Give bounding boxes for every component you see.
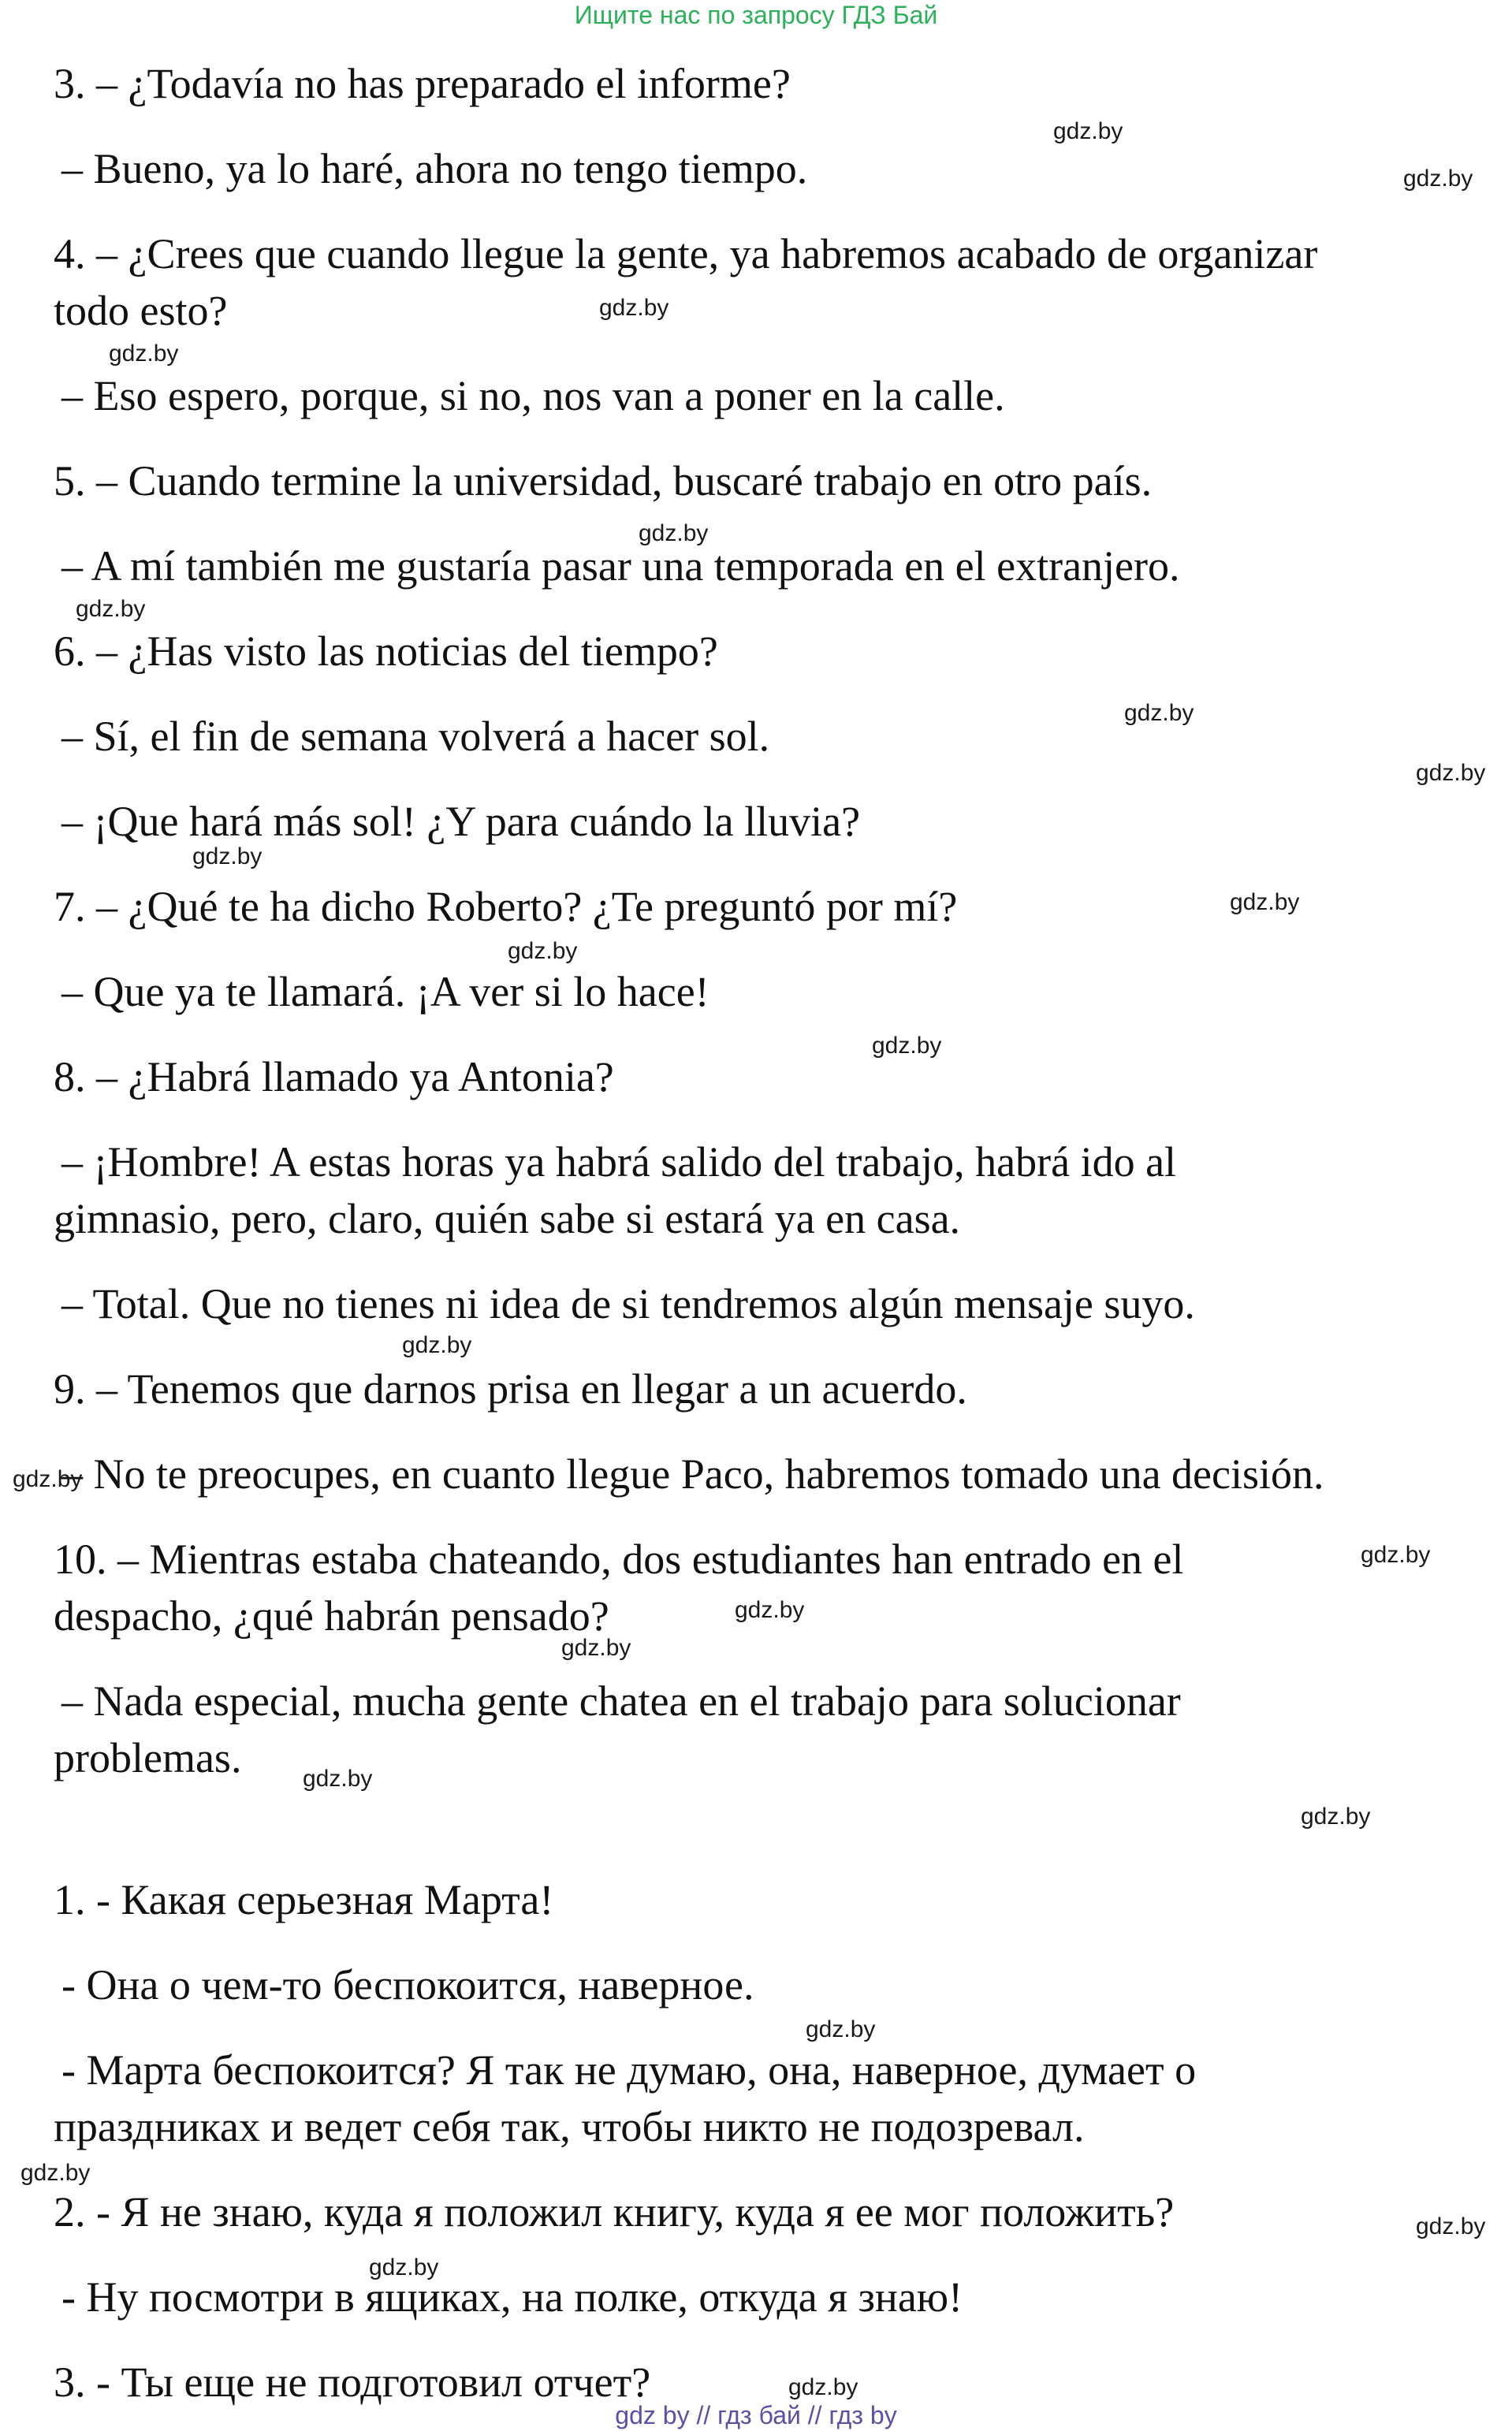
watermark: gdz.by (1416, 2213, 1486, 2239)
dialogue-line: gimnasio, pero, claro, quién sabe si estará ya en casa. (54, 1195, 961, 1242)
watermark: gdz.by (192, 843, 263, 869)
dialogue-line: 3. – ¿Todavía no has preparado el informe? (54, 60, 791, 107)
dialogue-line: – Eso espero, porque, si no, nos van a poner en la calle. (61, 372, 1005, 419)
watermark: gdz.by (13, 1466, 83, 1492)
dialogue-line: 5. – Cuando termine la universidad, buscaré trabajo en otro país. (54, 457, 1153, 504)
watermark: gdz.by (1403, 166, 1473, 192)
watermark: gdz.by (369, 2254, 439, 2280)
dialogue-line: – Total. Que no tienes ni idea de si tendremos algún mensaje suyo. (61, 1280, 1195, 1327)
watermark: gdz.by (1230, 889, 1300, 915)
dialogue-line: 9. – Tenemos que darnos prisa en llegar a un acuerdo. (54, 1365, 967, 1413)
watermark: gdz.by (1416, 760, 1486, 786)
watermark: gdz.by (1301, 1804, 1371, 1830)
footer-links: gdz by // гдз бай // гдз by (615, 2401, 897, 2429)
watermark: gdz.by (872, 1033, 942, 1059)
watermark: gdz.by (561, 1635, 631, 1661)
watermark: gdz.by (508, 938, 578, 964)
watermark: gdz.by (109, 341, 179, 367)
dialogue-line: - Марта беспокоится? Я так не думаю, она, наверное, думает о (61, 2046, 1197, 2094)
watermark: gdz.by (1053, 118, 1123, 144)
dialogue-line: – ¡Que hará más sol! ¿Y para cuándo la lluvia? (61, 798, 861, 845)
dialogue-line: – Que ya te llamará. ¡A ver si lo hace! (61, 968, 709, 1015)
watermark: gdz.by (735, 1597, 805, 1623)
dialogue-line: праздниках и ведет себя так, чтобы никто не подозревал. (54, 2103, 1085, 2150)
search-banner: Ищите нас по запросу ГДЗ Бай (574, 1, 938, 29)
watermark: gdz.by (1124, 700, 1194, 726)
dialogue-line: 4. – ¿Crees que cuando llegue la gente, ya habremos acabado de organizar (54, 230, 1318, 277)
dialogue-line: - Ну посмотри в ящиках, на полке, откуда я знаю! (61, 2273, 963, 2321)
watermark: gdz.by (806, 2016, 876, 2042)
watermark: gdz.by (20, 2160, 91, 2186)
watermark: gdz.by (639, 520, 709, 546)
watermark: gdz.by (402, 1332, 472, 1358)
watermark: gdz.by (76, 596, 146, 622)
dialogue-line: – Nada especial, mucha gente chatea en el trabajo para solucionar (61, 1677, 1181, 1725)
watermark: gdz.by (303, 1766, 373, 1792)
dialogue-line: todo esto? (54, 287, 228, 334)
dialogue-line: 2. - Я не знаю, куда я положил книгу, куда я ее мог положить? (54, 2188, 1175, 2236)
dialogue-line: – A mí también me gustaría pasar una temporada en el extranjero. (61, 542, 1180, 590)
watermark: gdz.by (1361, 1542, 1431, 1568)
dialogue-line: - Она о чем-то беспокоится, наверное. (61, 1961, 754, 2008)
dialogue-line: 3. - Ты еще не подготовил отчет? (54, 2358, 651, 2406)
dialogue-line: – Sí, el fin de semana volverá a hacer sol. (61, 713, 770, 760)
dialogue-line: problemas. (54, 1734, 242, 1781)
dialogue-line: 7. – ¿Qué te ha dicho Roberto? ¿Te preguntó por mí? (54, 883, 958, 930)
dialogue-line: – Bueno, ya lo haré, ahora no tengo tiempo. (61, 145, 808, 192)
watermark: gdz.by (788, 2374, 858, 2400)
dialogue-line: – No te preocupes, en cuanto llegue Paco, habremos tomado una decisión. (61, 1450, 1324, 1498)
watermark: gdz.by (599, 295, 669, 321)
dialogue-line: 10. – Mientras estaba chateando, dos estudiantes han entrado en el (54, 1536, 1184, 1583)
dialogue-line: – ¡Hombre! A estas horas ya habrá salido del trabajo, habrá ido al (61, 1138, 1177, 1186)
dialogue-line: 8. – ¿Habrá llamado ya Antonia? (54, 1053, 614, 1100)
dialogue-line: despacho, ¿qué habrán pensado? (54, 1592, 609, 1640)
dialogue-line: 6. – ¿Has visto las noticias del tiempo? (54, 627, 718, 675)
dialogue-line: 1. - Какая серьезная Марта! (54, 1876, 554, 1923)
